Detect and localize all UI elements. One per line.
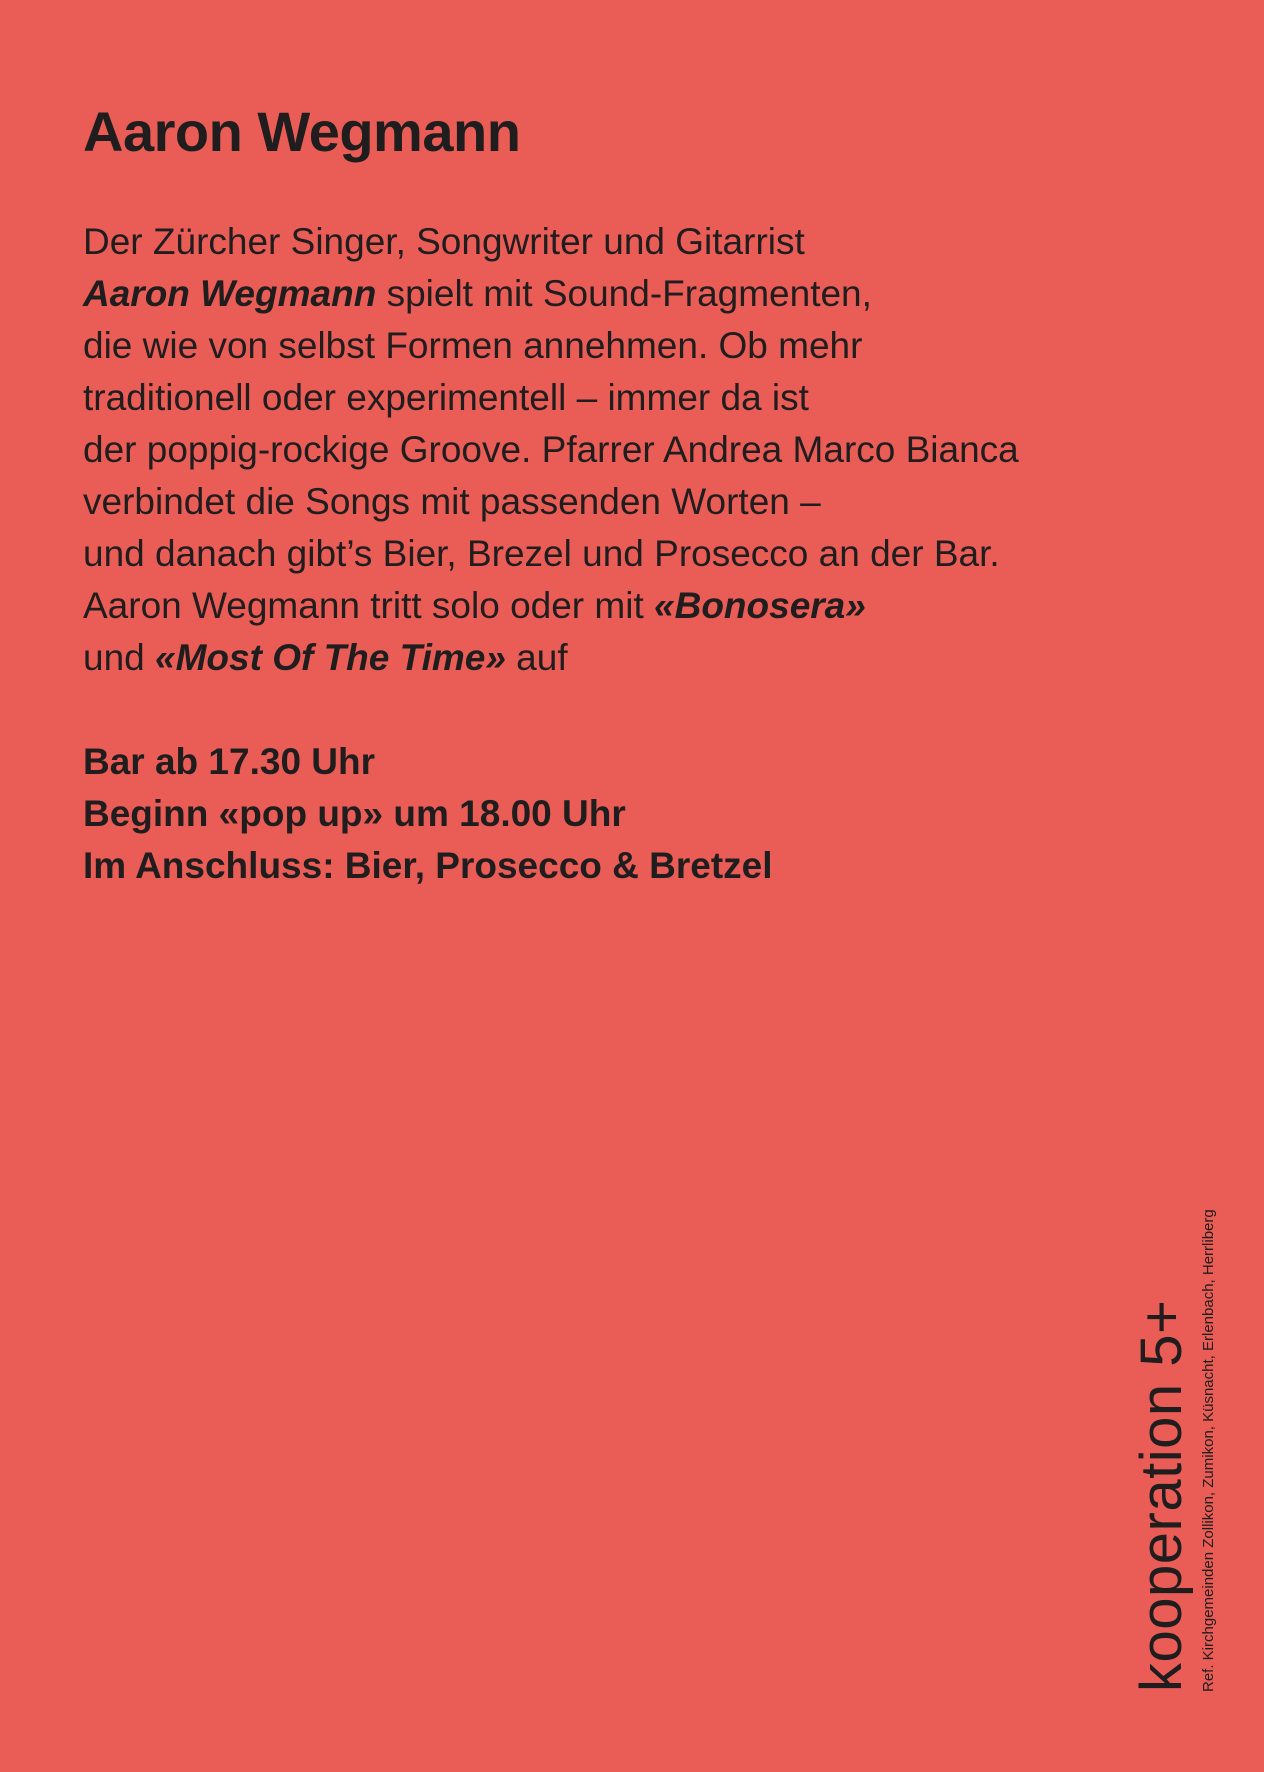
- artist-name-emphasis: Aaron Wegmann: [83, 273, 377, 314]
- organizer-logo-rotated: [1129, 1209, 1218, 1692]
- description-text: Der Zürcher Singer, Songwriter und Gitarrist: [83, 221, 805, 262]
- schedule-bar-time: Bar ab 17.30 Uhr: [83, 741, 376, 782]
- description-text: und: [83, 637, 156, 678]
- description-line: [83, 632, 1019, 684]
- description-line: [83, 216, 1019, 268]
- description-text: und danach gibt’s Bier, Brezel und Prosecco an der Bar.: [83, 533, 1000, 574]
- band-name-bonosera: «Bonosera»: [654, 585, 866, 626]
- schedule-afterwards: Im Anschluss: Bier, Prosecco & Bretzel: [83, 845, 773, 886]
- description-line: [83, 372, 1019, 424]
- organizer-name: kooperation 5+: [1129, 1299, 1194, 1692]
- description-line: [83, 528, 1019, 580]
- schedule-start-time: Beginn «pop up» um 18.00 Uhr: [83, 793, 626, 834]
- band-name-most-of-the-time: «Most Of The Time»: [155, 637, 506, 678]
- description-text: der poppig-rockige Groove. Pfarrer Andrea Marco Bianca: [83, 429, 1019, 470]
- event-schedule: [83, 736, 773, 892]
- description-line: [83, 320, 1019, 372]
- description-line: [83, 424, 1019, 476]
- event-description: [83, 216, 1019, 684]
- description-text: die wie von selbst Formen annehmen. Ob mehr: [83, 325, 863, 366]
- description-text: verbindet die Songs mit passenden Worten –: [83, 481, 821, 522]
- description-text: Aaron Wegmann tritt solo oder mit: [83, 585, 655, 626]
- event-title: Aaron Wegmann: [83, 100, 521, 163]
- description-line: [83, 268, 1019, 320]
- organizer-parishes: Ref. Kirchgemeinden Zollikon, Zumikon, Küsnacht, Erlenbach, Herrliberg: [1200, 1209, 1217, 1692]
- description-line: [83, 476, 1019, 528]
- description-line: [83, 580, 1019, 632]
- description-text: traditionell oder experimentell – immer da ist: [83, 377, 809, 418]
- description-text: spielt mit Sound-Fragmenten,: [376, 273, 872, 314]
- description-text: auf: [505, 637, 568, 678]
